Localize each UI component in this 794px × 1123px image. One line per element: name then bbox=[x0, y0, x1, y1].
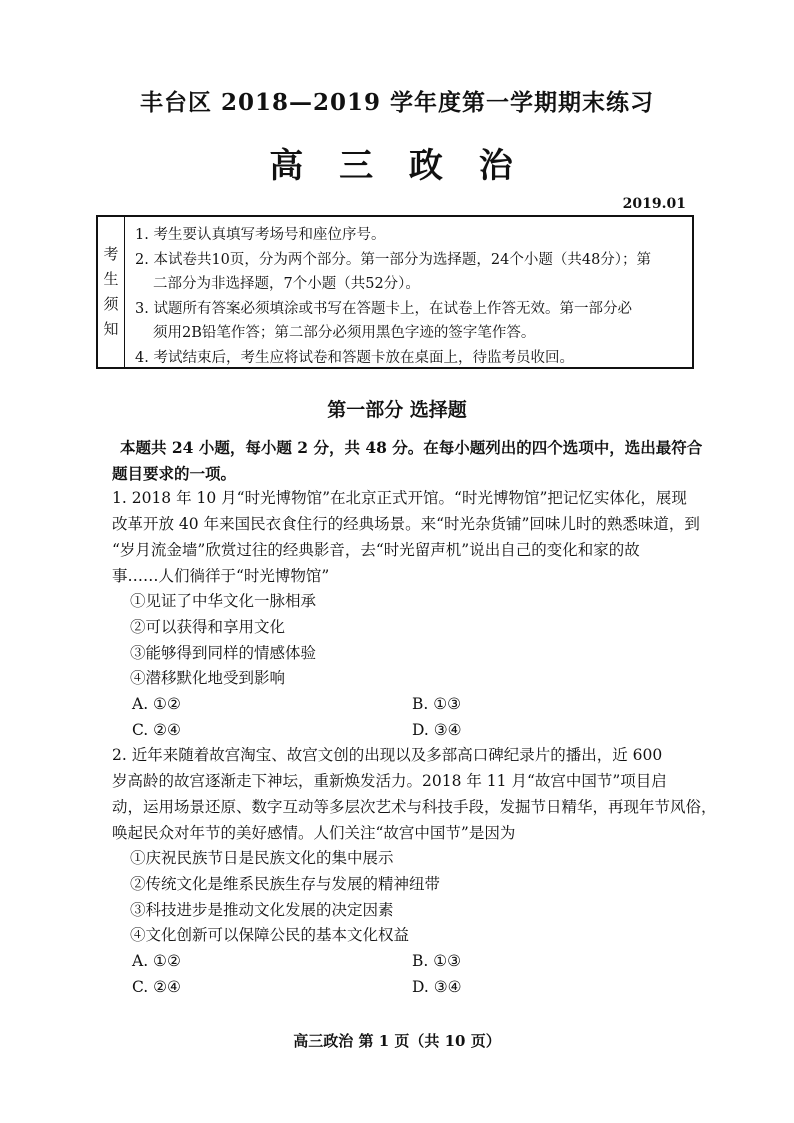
notice-label bbox=[98, 217, 125, 367]
notice-line: 1. 考生要认真填写考场号和座位序号。 bbox=[135, 227, 386, 243]
statement-item: ④文化创新可以保障公民的基本文化权益 bbox=[130, 926, 410, 945]
section-intro-line: 题目要求的一项。 bbox=[112, 463, 237, 483]
page-footer: 高三政治 第 1 页（共 10 页） bbox=[293, 1032, 501, 1050]
subject-title: 高 三 政 治 bbox=[269, 146, 525, 186]
statement-item: ②传统文化是维系民族生存与发展的精神纽带 bbox=[130, 874, 441, 893]
question-stem-line: 岁高龄的故宫逐渐走下神坛，重新焕发活力。2018 年 11 月“故宫中国节”项目启 bbox=[112, 772, 667, 791]
question-stem-line: 唤起民众对年节的美好感情。人们关注“故宫中国节”是因为 bbox=[112, 823, 516, 842]
statement-item: ①见证了中华文化一脉相承 bbox=[130, 592, 317, 611]
exam-header-title: 丰台区 2018—2019 学年度第一学期期末练习 bbox=[139, 89, 655, 116]
question-stem-line: 动，运用场景还原、数字互动等多层次艺术与科技手段，发掘节日精华，再现年节风俗， bbox=[112, 797, 717, 816]
choice-b: B. ①③ bbox=[412, 952, 462, 971]
question-stem-line: 2. 近年来随着故宫淘宝、故宫文创的出现以及多部高口碑纪录片的播出，近 600 bbox=[112, 746, 663, 765]
statement-item: ①庆祝民族节日是民族文化的集中展示 bbox=[130, 849, 394, 868]
candidate-notice-box bbox=[96, 215, 694, 369]
question-stem-line: “岁月流金墙”欣赏过往的经典影音，去“时光留声机”说出自己的变化和家的故 bbox=[112, 540, 640, 559]
statement-item: ③能够得到同样的情感体验 bbox=[130, 643, 317, 662]
notice-line: 须用2B铅笔作答；第二部分必须用黑色字迹的签字笔作答。 bbox=[153, 325, 536, 341]
choice-d: D. ③④ bbox=[412, 720, 462, 739]
statement-item: ④潜移默化地受到影响 bbox=[130, 669, 286, 688]
question-stem-line: 事……人们徜徉于“时光博物馆” bbox=[112, 566, 330, 585]
question-1 bbox=[112, 486, 702, 743]
section-intro-line: 本题共 24 小题，每小题 2 分，共 48 分。在每小题列出的四个选项中，选出最符合 bbox=[120, 438, 703, 457]
answer-choices bbox=[112, 975, 702, 1001]
notice-line: 2. 本试卷共10页，分为两个部分。第一部分为选择题，24个小题（共48分）；第 bbox=[135, 251, 652, 268]
notice-line: 二部分为非选择题，7个小题（共52分）。 bbox=[153, 276, 420, 292]
questions-content bbox=[112, 435, 717, 1000]
choice-a: A. ①② bbox=[132, 952, 181, 971]
notice-label-char: 知 bbox=[103, 320, 119, 338]
notice-label-char: 须 bbox=[103, 295, 119, 313]
notice-label-char: 生 bbox=[103, 270, 119, 288]
answer-choices bbox=[112, 949, 702, 975]
section-title: 第一部分 选择题 bbox=[327, 399, 467, 421]
choice-c: C. ②④ bbox=[132, 720, 181, 739]
question-stem-line: 1. 2018 年 10 月“时光博物馆”在北京正式开馆。“时光博物馆”把记忆实体化，展现 bbox=[112, 489, 687, 508]
answer-choices bbox=[112, 692, 702, 718]
question-2 bbox=[112, 743, 717, 1000]
answer-choices bbox=[112, 718, 702, 744]
choice-b: B. ①③ bbox=[412, 695, 462, 714]
choice-a: A. ①② bbox=[132, 695, 181, 714]
statement-item: ②可以获得和享用文化 bbox=[130, 617, 286, 636]
question-stem-line: 改革开放 40 年来国民衣食住行的经典场景。来“时光杂货铺”回味儿时的熟悉味道，到 bbox=[112, 515, 700, 534]
choice-d: D. ③④ bbox=[412, 977, 462, 996]
notice-label-char: 考 bbox=[103, 245, 119, 263]
notice-line: 4. 考试结束后，考生应将试卷和答题卡放在桌面上，待监考员收回。 bbox=[135, 349, 574, 366]
choice-c: C. ②④ bbox=[132, 977, 181, 996]
exam-date: 2019.01 bbox=[622, 196, 686, 212]
notice-list bbox=[125, 217, 692, 367]
statement-item: ③科技进步是推动文化发展的决定因素 bbox=[130, 900, 394, 919]
notice-line: 3. 试题所有答案必须填涂或书写在答题卡上，在试卷上作答无效。第一部分必 bbox=[135, 300, 632, 317]
